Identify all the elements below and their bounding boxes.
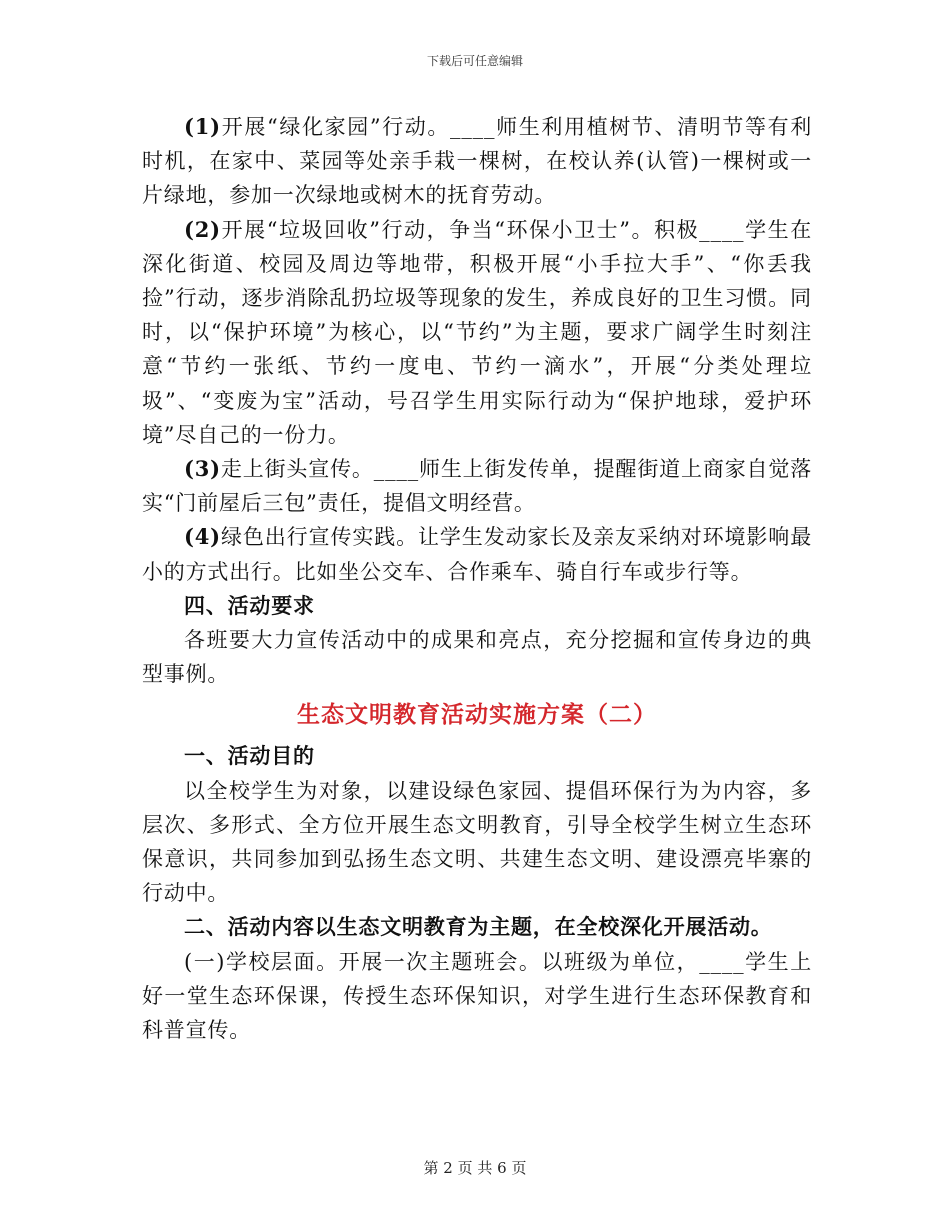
- page-header: 下载后可任意编辑: [426, 54, 523, 68]
- item-number: (4): [184, 524, 221, 550]
- list-item: [142, 452, 812, 520]
- item-number: (3): [184, 456, 221, 482]
- item-text: 开展“垃圾回收”行动，争当“环保小卫士”。积极____学生在深化街道、校园及周边等地带，积极开展“小手拉大手”、“你丢我捡”行动，逐步消除乱扔垃圾等现象的发生，养成良好的卫生习惯。同时，以“保护环境”为核心，以“节约”为主题，要求广阔学生时刻注意“节约一张纸、节约一度电、节约一滴水”，开展“分类处理垃圾”、“变废为宝”活动，号召学生用实际行动为“保护地球，爱护环境”尽自己的一份力。: [142, 217, 812, 447]
- item-number: (2): [184, 216, 221, 242]
- item-text: 走上街头宣传。____师生上街发传单，提醒街道上商家自觉落实“门前屋后三包”责任，提倡文明经营。: [142, 457, 812, 516]
- purpose-paragraph: 以全校学生为对象，以建设绿色家园、提倡环保行为为内容，多层次、多形式、全方位开展生态文明教育，引导全校学生树立生态环保意识，共同参加到弘扬生态文明、共建生态文明、建设漂亮毕寨的行动中。: [142, 778, 812, 906]
- section-heading-content: 二、活动内容以生态文明教育为主题，在全校深化开展活动。: [184, 914, 773, 940]
- school-level-paragraph: (一)学校层面。开展一次主题班会。以班级为单位，____学生上好一堂生态环保课，传授生态环保知识，对学生进行生态环保教育和科普宣传。: [142, 949, 812, 1043]
- list-item: [142, 110, 812, 213]
- document-title: 生态文明教育活动实施方案（二）: [297, 701, 657, 729]
- item-text: 绿色出行宣传实践。让学生发动家长及亲友采纳对环境影响最小的方式出行。比如坐公交车、合作乘车、骑自行车或步行等。: [142, 525, 812, 584]
- requirements-paragraph: 各班要大力宣传活动中的成果和亮点，充分挖掘和宣传身边的典型事例。: [142, 628, 812, 687]
- list-item: [142, 213, 812, 452]
- item-text: 开展“绿化家园”行动。____师生利用植树节、清明节等有利时机，在家中、菜园等处亲手栽一棵树，在校认养(认管)一棵树或一片绿地，参加一次绿地或树木的抚育劳动。: [142, 115, 812, 208]
- section-heading-requirements: 四、活动要求: [184, 592, 315, 618]
- section-heading-purpose: 一、活动目的: [184, 743, 315, 769]
- document-body: [142, 110, 812, 1047]
- item-number: (1): [184, 114, 221, 139]
- page-footer: 第 2 页 共 6 页: [423, 1159, 527, 1177]
- list-item: [142, 520, 812, 588]
